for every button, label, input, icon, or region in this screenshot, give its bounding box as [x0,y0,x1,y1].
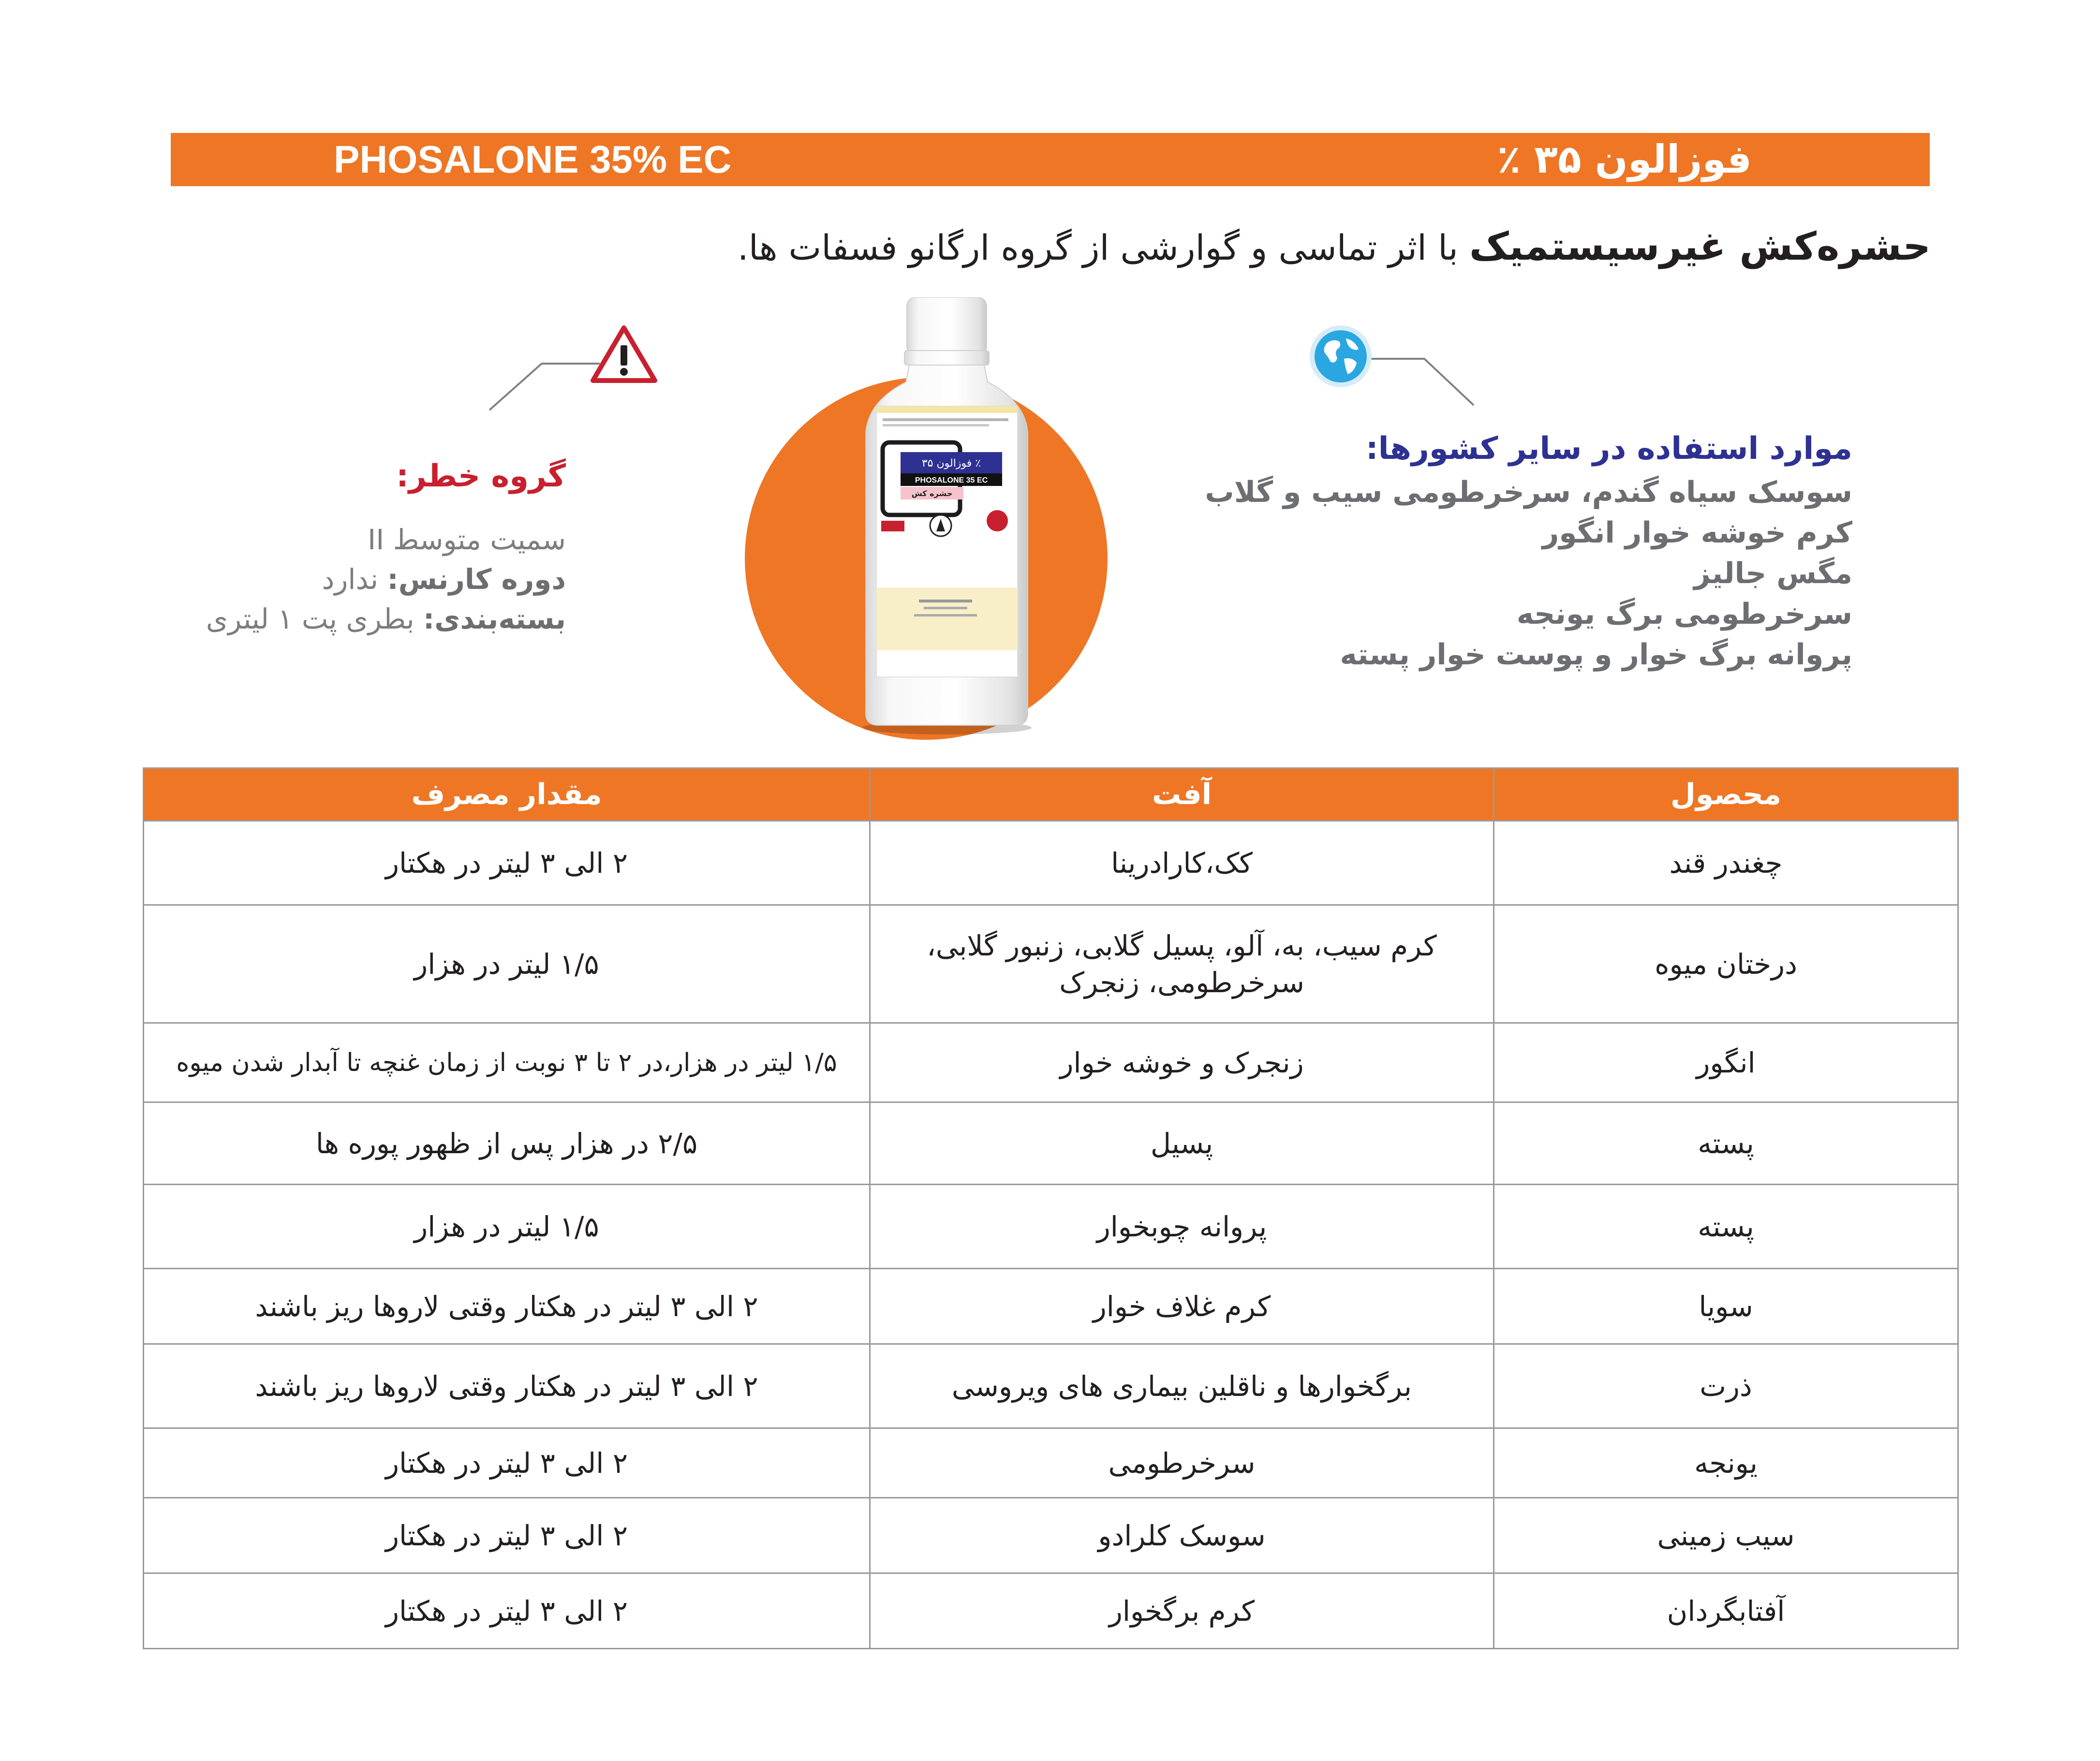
cell-crop: انگور [1494,1023,1958,1102]
header-pest: آفت [870,768,1494,821]
cell-pest: پسیل [870,1102,1494,1185]
table-row [144,1269,1958,1344]
danger-group-block [184,452,566,639]
danger-group-heading: گروه خطر: [396,458,566,494]
cell-crop: سیب زمینی [1494,1498,1958,1573]
usage-abroad-item: سوسک سیاه گندم، سرخرطومی سیب و گلاب [1205,475,1852,509]
cell-pest: سرخرطومی [870,1428,1494,1498]
cell-pest: کرم برگخوار [870,1573,1494,1649]
packaging-label: بسته‌بندی: [423,602,566,635]
product-description [286,220,1931,274]
usage-abroad-block [1205,426,1852,675]
quarantine-line [184,559,566,599]
cell-dosage: ۲ الی ۳ لیتر در هکتار وقتی لاروها ریز باشند [144,1269,870,1344]
cell-dosage: ۱/۵ لیتر در هزار [144,905,870,1023]
table-row [144,905,1958,1023]
header-crop: محصول [1494,768,1958,821]
product-title-english: PHOSALONE 35% EC [334,138,732,181]
globe-icon [1308,324,1374,389]
cell-pest: کرم سیب، به، آلو، پسیل گلابی، زنبور گلابی، سرخرطومی، زنجرک [870,905,1494,1023]
cell-pest: زنجرک و خوشه خوار [870,1023,1494,1102]
bottle-label-name: فوزالون ۳۵ ٪ [921,457,981,470]
table-row [144,1023,1958,1102]
usage-abroad-item: سرخرطومی برگ یونجه [1516,597,1852,631]
usage-abroad-item: مگس جالیز [1694,557,1852,590]
table-row [144,821,1958,905]
usage-abroad-item: پروانه برگ خوار و پوست خوار پسته [1340,638,1852,672]
cell-pest: کک،کارادرینا [870,821,1494,905]
cell-crop: پسته [1494,1102,1958,1185]
quarantine-value: ندارد [322,563,387,596]
cell-dosage: ۲/۵ در هزار پس از ظهور پوره ها [144,1102,870,1185]
table-header-row [144,768,1958,821]
cell-crop: یونجه [1494,1428,1958,1498]
product-bottle-image [861,297,1033,735]
cell-crop: چغندر قند [1494,821,1958,905]
cell-crop: پسته [1494,1185,1958,1269]
description-bold: حشره‌کش غیرسیستمیک [1469,224,1931,269]
table-row [144,1428,1958,1498]
cell-dosage: ۲ الی ۳ لیتر در هکتار [144,1428,870,1498]
cell-crop: درختان میوه [1494,905,1958,1023]
packaging-value: بطری پت ۱ لیتری [206,602,424,635]
globe-leader-line [1361,348,1478,406]
usage-table [143,767,1959,1649]
table-row [144,1344,1958,1428]
packaging-line [184,599,566,639]
table-row [144,1498,1958,1573]
table-row [144,1102,1958,1185]
cell-crop: سویا [1494,1269,1958,1344]
cell-dosage: ۲ الی ۳ لیتر در هکتار [144,1498,870,1573]
cell-pest: کرم غلاف خوار [870,1269,1494,1344]
table-row [144,1573,1958,1649]
bottle-label-category: حشره کش [911,489,953,498]
bottle-label-english: PHOSALONE 35 EC [915,476,988,484]
table-row [144,1185,1958,1269]
usage-abroad-item: کرم خوشه خوار انگور [1542,516,1852,550]
cell-crop: آفتابگردان [1494,1573,1958,1649]
usage-abroad-heading: موارد استفاده در سایر کشورها: [1365,431,1852,467]
toxicity-line: سمیت متوسط II [368,523,566,556]
quarantine-label: دوره کارنس: [387,563,566,596]
warning-triangle-icon [590,324,658,384]
cell-dosage: ۲ الی ۳ لیتر در هکتار [144,1573,870,1649]
cell-dosage: ۲ الی ۳ لیتر در هکتار [144,821,870,905]
cell-dosage: ۲ الی ۳ لیتر در هکتار وقتی لاروها ریز باشند [144,1344,870,1428]
description-rest: با اثر تماسی و گوارشی از گروه ارگانو فسفات ها. [737,227,1469,268]
cell-dosage: ۱/۵ لیتر در هزار [144,1185,870,1269]
cell-crop: ذرت [1494,1344,1958,1428]
cell-dosage: ۱/۵ لیتر در هزار،در ۲ تا ۳ نوبت از زمان غنچه تا آبدار شدن میوه [144,1023,870,1102]
header-dosage: مقدار مصرف [144,768,870,821]
product-title-persian: فوزالون ۳۵ ٪ [1497,137,1752,182]
cell-pest: پروانه چوبخوار [870,1185,1494,1269]
cell-pest: سوسک کلرادو [870,1498,1494,1573]
cell-pest: برگخوارها و ناقلین بیماری های ویروسی [870,1344,1494,1428]
